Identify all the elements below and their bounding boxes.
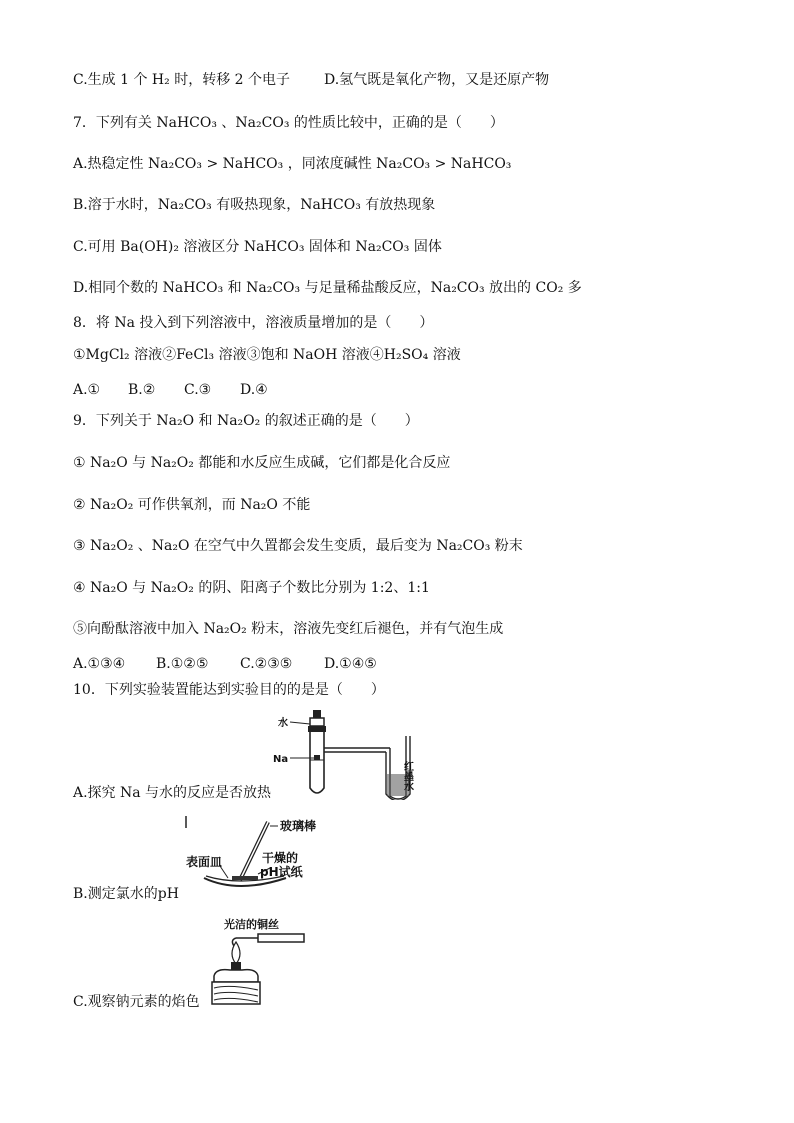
q9-option-d: D.①④⑤ xyxy=(324,656,377,672)
q8-option-d: D.④ xyxy=(240,382,268,398)
label-red-1: 红 xyxy=(404,762,414,773)
label-glass-rod: 玻璃棒 xyxy=(280,819,317,833)
label-na: Na xyxy=(273,754,289,765)
label-red-2: 墨 xyxy=(404,772,414,783)
figure-a-svg xyxy=(270,708,420,800)
label-water: 水 xyxy=(278,718,288,729)
figure-b-apparatus xyxy=(180,812,340,894)
q8-option-c: C.③ xyxy=(184,382,212,398)
figure-c-svg xyxy=(200,916,310,1008)
q8-option-a: A.① xyxy=(73,382,101,398)
label-red-3: 水 xyxy=(404,782,414,793)
q9-statement-2: ② Na₂O₂ 可作供氧剂，而 Na₂O 不能 xyxy=(73,497,311,513)
q9-statement-1: ① Na₂O 与 Na₂O₂ 都能和水反应生成碱，它们都是化合反应 xyxy=(73,455,451,471)
q10-option-a: A.探究 Na 与水的反应是否放热 xyxy=(73,785,272,801)
q8-stem: 8．将 Na 投入到下列溶液中，溶液质量增加的是（ ） xyxy=(73,315,434,331)
q7-option-b: B.溶于水时，Na₂CO₃ 有吸热现象，NaHCO₃ 有放热现象 xyxy=(73,197,436,213)
q9-option-c: C.②③⑤ xyxy=(240,656,293,672)
q10-option-b: B.测定氯水的pH xyxy=(73,886,179,902)
q6-option-c: C.生成 1 个 H₂ 时，转移 2 个电子 xyxy=(73,72,290,88)
q9-option-a: A.①③④ xyxy=(73,656,126,672)
q9-option-b: B.①②⑤ xyxy=(156,656,209,672)
q7-option-d: D.相同个数的 NaHCO₃ 和 Na₂CO₃ 与足量稀盐酸反应，Na₂CO₃ 放出的 CO₂ 多 xyxy=(73,280,582,296)
q7-stem: 7．下列有关 NaHCO₃ 、Na₂CO₃ 的性质比较中，正确的是（ ） xyxy=(73,115,504,131)
q10-stem: 10．下列实验装置能达到实验目的的是是（ ） xyxy=(73,682,385,698)
q9-statement-4: ④ Na₂O 与 Na₂O₂ 的阴、阳离子个数比分别为 1:2、1:1 xyxy=(73,580,430,596)
q9-statement-3: ③ Na₂O₂ 、Na₂O 在空气中久置都会发生变质，最后变为 Na₂CO₃ 粉末 xyxy=(73,538,523,554)
q8-items: ①MgCl₂ 溶液②FeCl₃ 溶液③饱和 NaOH 溶液④H₂SO₄ 溶液 xyxy=(73,347,461,363)
q7-option-a: A.热稳定性 Na₂CO₃ > NaHCO₃ ，同浓度碱性 Na₂CO₃ > NaHCO₃ xyxy=(73,156,512,172)
label-ph-paper: pH试纸 xyxy=(260,865,303,879)
q10-option-c: C.观察钠元素的焰色 xyxy=(73,994,200,1010)
q9-stem: 9．下列关于 Na₂O 和 Na₂O₂ 的叙述正确的是（ ） xyxy=(73,413,419,429)
label-copper-wire: 光洁的铜丝 xyxy=(224,918,279,931)
q6-option-d: D.氢气既是氧化产物，又是还原产物 xyxy=(324,72,550,88)
figure-c-apparatus xyxy=(200,916,310,1008)
label-dry-1: 干燥的 xyxy=(262,851,299,865)
label-watch-glass: 表面皿 xyxy=(186,855,223,869)
q7-option-c: C.可用 Ba(OH)₂ 溶液区分 NaHCO₃ 固体和 Na₂CO₃ 固体 xyxy=(73,239,442,255)
figure-b-svg xyxy=(180,812,340,894)
q9-statement-5: ⑤向酚酞溶液中加入 Na₂O₂ 粉末，溶液先变红后褪色，并有气泡生成 xyxy=(73,621,504,637)
figure-a-apparatus xyxy=(270,708,420,800)
q8-option-b: B.② xyxy=(128,382,156,398)
